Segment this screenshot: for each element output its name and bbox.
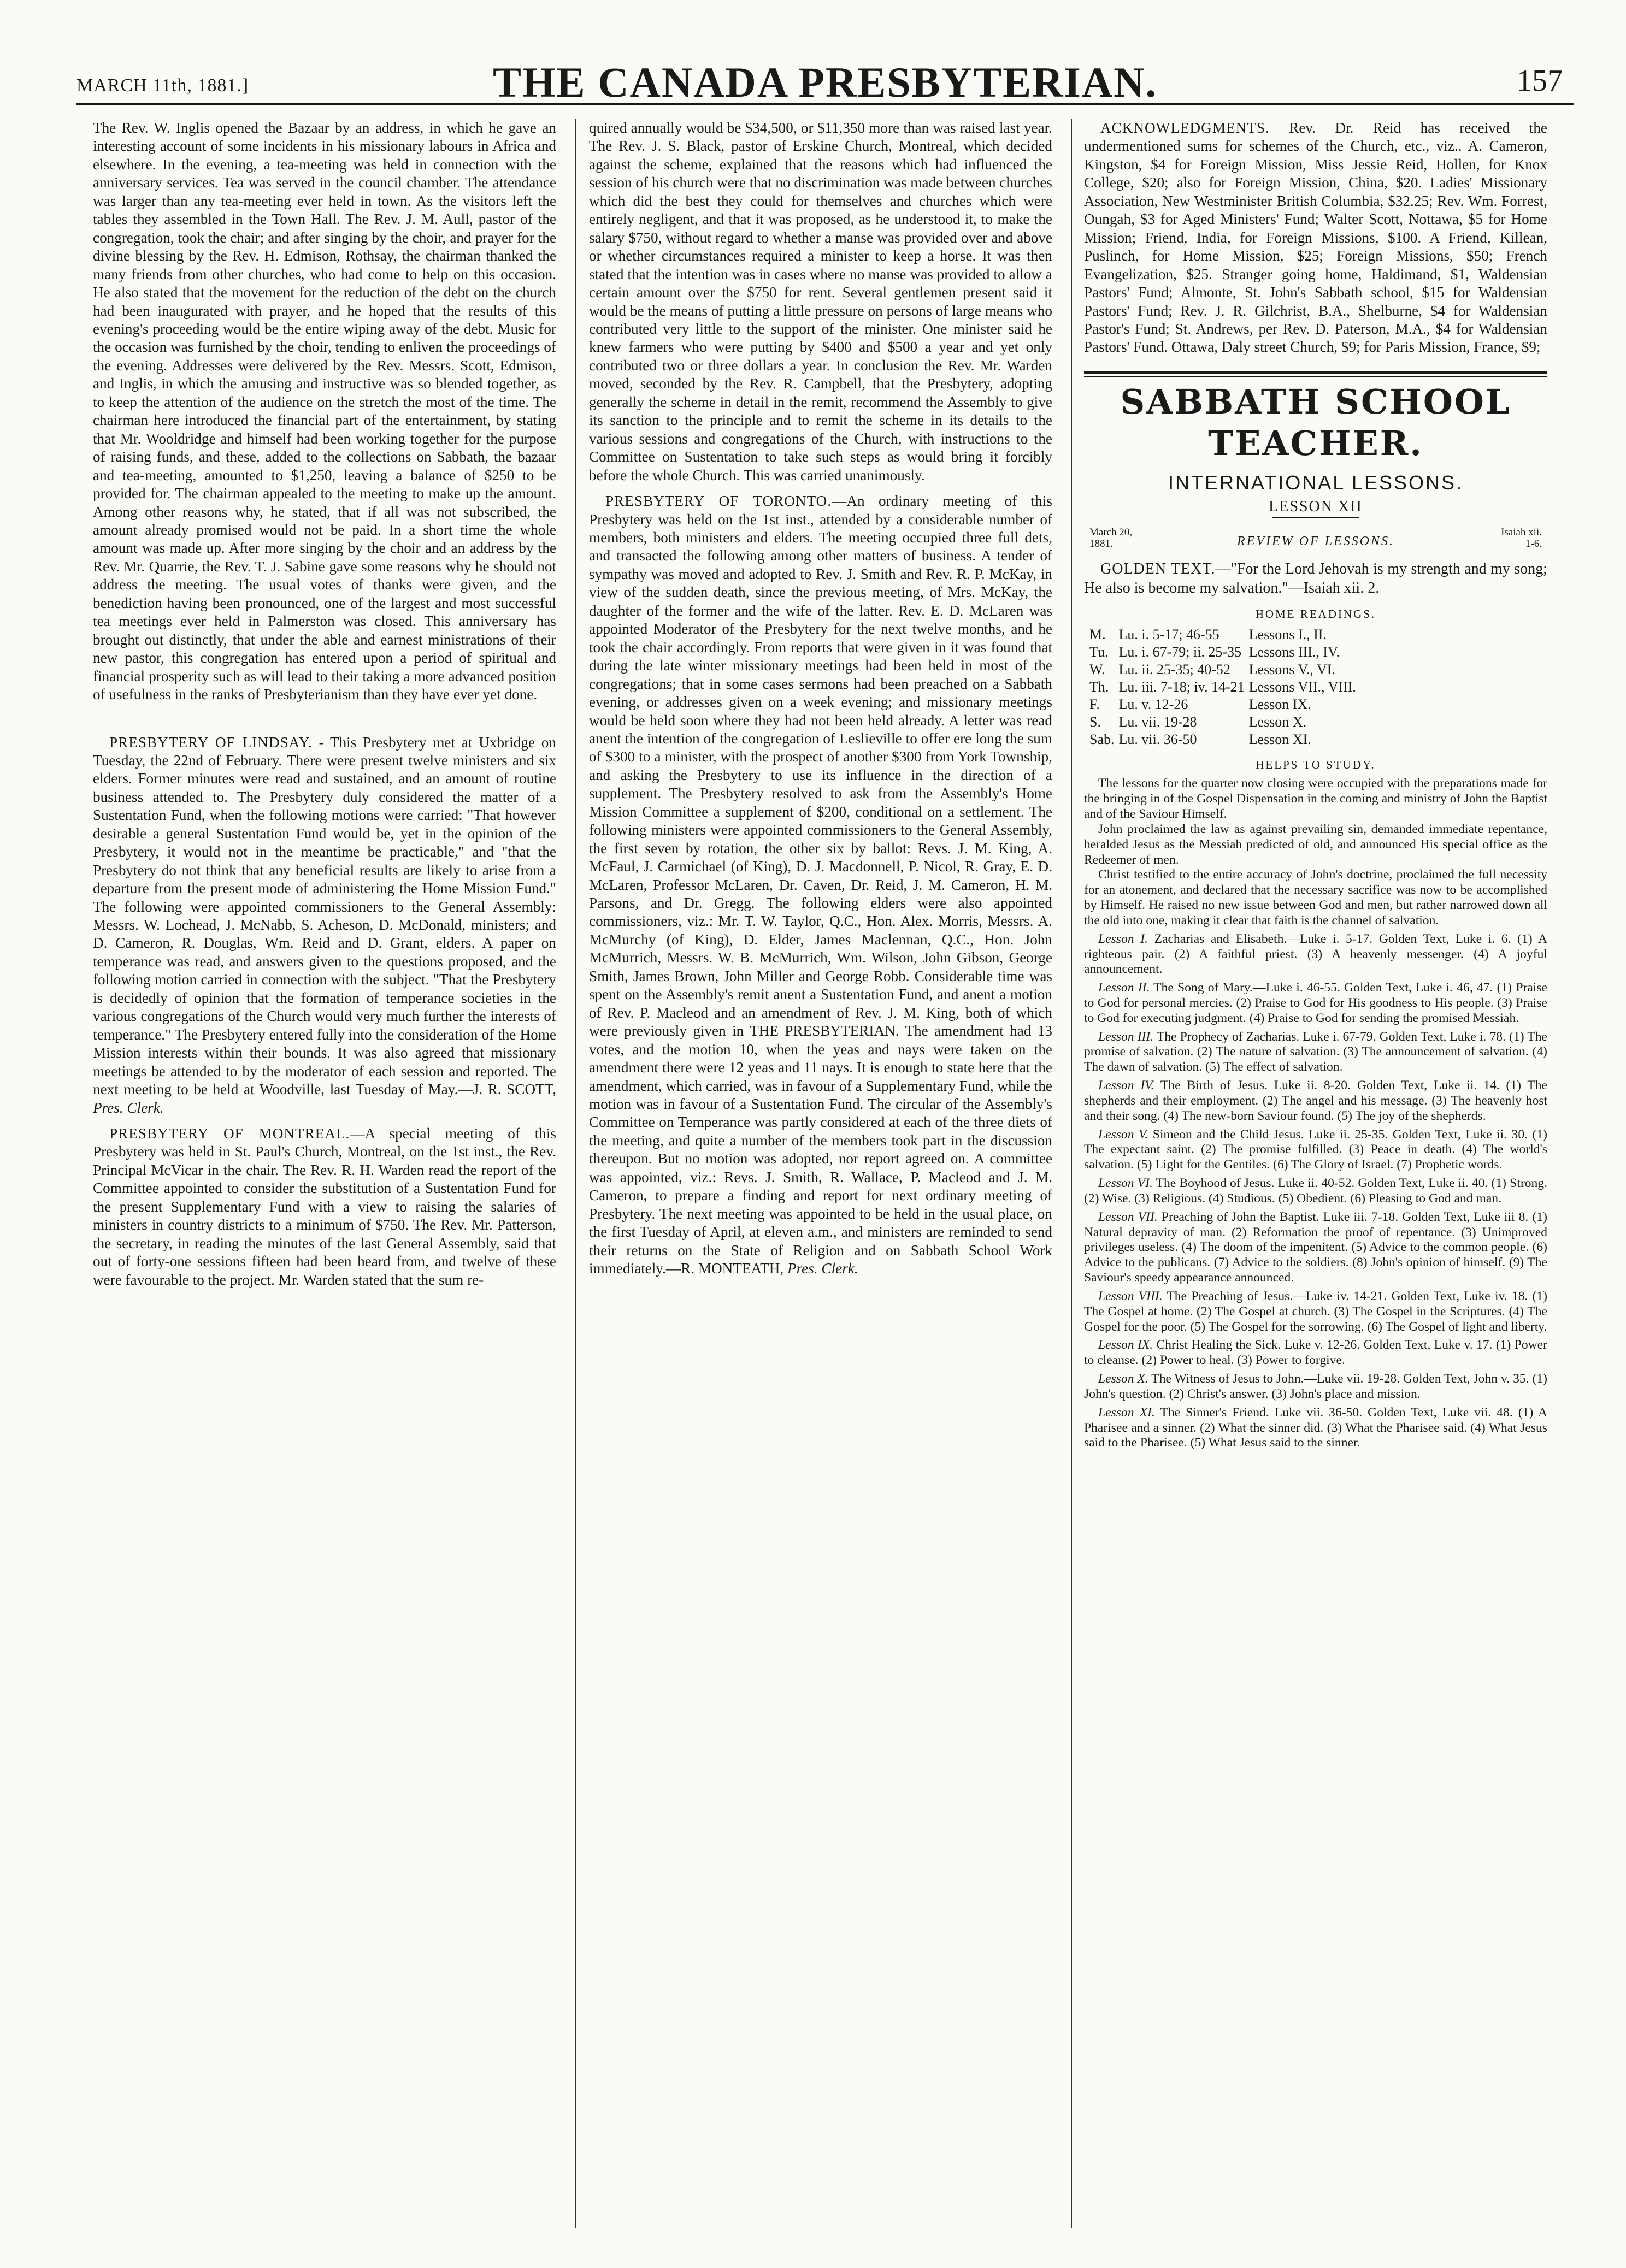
- lesson-summary: [1084, 1405, 1547, 1451]
- lesson-label: Lesson II.: [1098, 981, 1150, 995]
- golden-text: [1084, 560, 1547, 598]
- lesson-text: Zacharias and Elisabeth.—Luke i. 5-17. Golden Text, Luke i. 6. (1) A righteous pair. (2) A faithful priest. (3) A heavenly messenger. (4) A joyful announcement.: [1084, 931, 1547, 977]
- lesson-summary: [1084, 1372, 1547, 1402]
- lindsay-presbytery-report: [93, 734, 556, 1118]
- reading-lesson: Lessons VII., VIII.: [1248, 678, 1356, 695]
- lesson-text: The Sinner's Friend. Luke vii. 36-50. Golden Text, Luke vii. 48. (1) A Pharisee and a sinner. (2) What the sinner did. (3) What the Pharisee said. (4) What Jesus said to the Pharisee. (5) What Jesus said to the sinner.: [1084, 1405, 1547, 1450]
- montreal-continued-text: quired annually would be $34,500, or $11,350 more than was raised last year. The Rev. J. S. Black, pastor of Erskine Church, Montreal, which decided against the scheme, explained that the reasons which had influenced the session of his church were that no discrimination was made between churches which did the best they could for themselves and churches which were entirely negligent, and that it was proposed, as he understood it, to make the salary $750, without regard to whether a manse was provided over and above or whether circumstances required a minister to keep a horse. It was then stated that the intention was in cases where no manse was provided to allow a certain amount over the $750 for rent. Several gentlemen present said it would be the means of putting a little pressure on persons of large means who contributed very little to the support of the minister. One minister said he knew farmers who were putting by $400 and $500 a year and yet only contributed two or three dollars a year. In conclusion the Rev. Mr. Warden moved, seconded by the Rev. R. Campbell, that the Presbytery, adopting generally the scheme in detail in the remit, recommend the Assembly to give its sanction to the principle and to remit the scheme in its details to the various sessions and congregations of the Church, with instructions to the Committee on Sustentation to take such steps as would bring it forcibly before the whole Church. This was carried unanimously.: [589, 120, 1052, 483]
- column-3: [1084, 119, 1547, 2228]
- lindsay-signature: Pres. Clerk.: [93, 1099, 164, 1116]
- reading-day: M.: [1089, 626, 1106, 642]
- home-readings-table: [1089, 626, 1360, 748]
- reading-lesson: Lessons I., II.: [1248, 626, 1327, 642]
- lesson-label: Lesson IV.: [1098, 1078, 1154, 1093]
- acknowledgments: [1084, 119, 1547, 357]
- newspaper-page: [76, 52, 1574, 2232]
- lesson-date-line-2: 1881.: [1089, 538, 1113, 550]
- helps-intro: The lessons for the quarter now closing were occupied with the preparations made for the bringing in of the Gospel Dispensation in the coming and ministry of John the Baptist and of the Saviour Himself.: [1084, 776, 1547, 822]
- helps-to-study: [1084, 776, 1547, 1451]
- lesson-summary: [1084, 1210, 1547, 1286]
- newspaper-title: THE CANADA PRESBYTERIAN.: [492, 58, 1158, 106]
- acknowledgments-text: Rev. Dr. Reid has received the undermentioned sums for schemes of the Church, etc., viz.. A. Cameron, Kingston, $4 for Foreign Mission, Miss Jessie Reid, Hollen, for Knox College, $20; also for Foreign Mission, China, $20. Ladies' Missionary Association, New Westminister British Columbia, $32.25; Rev. Wm. Forrest, Oungah, $3 for Aged Ministers' Fund; Walter Scott, Nottawa, $5 for Home Mission; Friend, India, for Foreign Missions, $100. A Friend, Killean, Puslinch, for Home Mission, $25; Foreign Missions, $50; French Evangelization, $25. Stranger going home, Haldimand, $1, Waldensian Pastors' Fund; Almonte, St. John's Sabbath school, $15 for Waldensian Pastors' Fund; Rev. J. R. Gilchrist, B.A., Shelburne, $4 for Waldensian Pastor's Fund; St. Andrews, per Rev. D. Paterson, M.A., $4 for Waldensian Pastors' Fund. Ottawa, Daly street Church, $9; for Paris Mission, France, $9;: [1084, 120, 1547, 356]
- page-number: 157: [1517, 64, 1563, 98]
- lesson-ref-line-2: 1-6.: [1525, 538, 1542, 550]
- section-divider: [1084, 371, 1547, 377]
- lesson-text: Christ Healing the Sick. Luke v. 12-26. Golden Text, Luke v. 17. (1) Power to cleanse. (2) Power to heal. (3) Power to forgive.: [1084, 1338, 1547, 1368]
- reading-day: F.: [1089, 696, 1100, 712]
- masthead: [76, 52, 1574, 105]
- reading-day: Sab.: [1089, 731, 1115, 747]
- reading-day: S.: [1089, 713, 1101, 730]
- lesson-date-line-1: March 20,: [1089, 527, 1133, 539]
- reading-ref: Lu. i. 67-79; ii. 25-35: [1118, 643, 1242, 660]
- international-lessons-heading: INTERNATIONAL LESSONS.: [1168, 471, 1464, 494]
- lesson-text: The Preaching of Jesus.—Luke iv. 14-21. Golden Text, Luke iv. 18. (1) The Gospel at home. (2) The Gospel at church. (3) The Gospel in the Scriptures. (4) The Gospel for the poor. (5) The Gospel for the sorrowing. (6) The Gospel of light and liberty.: [1084, 1289, 1547, 1334]
- reading-ref: Lu. ii. 25-35; 40-52: [1118, 661, 1230, 677]
- reading-row: [1089, 696, 1360, 713]
- home-readings-heading: HOME READINGS.: [1255, 607, 1376, 621]
- montreal-heading: PRESBYTERY OF MONTREAL.: [109, 1125, 350, 1142]
- reading-day: Th.: [1089, 678, 1109, 695]
- reading-ref: Lu. v. 12-26: [1118, 696, 1188, 712]
- lesson-label: Lesson VII.: [1098, 1209, 1158, 1224]
- lesson-summary: [1084, 1338, 1547, 1368]
- lesson-summary: [1084, 1030, 1547, 1075]
- reading-ref: Lu. vii. 36-50: [1118, 731, 1197, 747]
- lesson-summary: [1084, 1078, 1547, 1124]
- toronto-heading: PRESBYTERY OF TORONTO.: [605, 493, 832, 510]
- issue-date: MARCH 11th, 1881.]: [76, 75, 249, 96]
- lesson-label: Lesson III.: [1098, 1029, 1154, 1044]
- lesson-reference: [1501, 527, 1542, 550]
- lesson-text: The Witness of Jesus to John.—Luke vii. 19-28. Golden Text, John v. 35. (1) John's question. (2) Christ's answer. (3) John's place and mission.: [1084, 1372, 1547, 1401]
- reading-lesson: Lessons III., IV.: [1248, 643, 1340, 660]
- reading-ref: Lu. vii. 19-28: [1118, 713, 1197, 730]
- lesson-label: Lesson VIII.: [1098, 1289, 1163, 1303]
- lessons-list: [1084, 932, 1547, 1451]
- lesson-title: REVIEW OF LESSONS.: [1237, 534, 1394, 549]
- lesson-summary: [1084, 1127, 1547, 1173]
- reading-day: W.: [1089, 661, 1105, 677]
- palmerston-anniversary-text: The Rev. W. Inglis opened the Bazaar by an address, in which he gave an interesting account of some incidents in his missionary labours in Africa and elsewhere. In the evening, a tea-meeting was held in connection with the anniversary services. Tea was served in the council chamber. The attendance was larger than any tea-meeting ever held in town. As the visitors left the tables they assembled in the Town Hall. The Rev. J. M. Aull, pastor of the congregation, took the chair; and after singing by the choir, and prayer for the divine blessing by the Rev. H. Edmison, Rothsay, the chairman thanked the many friends from other churches, who had come to help on this occasion. He also stated that the movement for the reduction of the debt on the church had been inaugurated with prayer, and he hoped that the results of this evening's proceeding would be the entire wiping away of the debt. Music for the occasion was furnished by the choir, tending to enliven the proceedings of the evening. Addresses were delivered by the Rev. Messrs. Scott, Edmison, and Inglis, in which the amusing and instructive was so blended together, as to keep the attention of the audience on the stretch the most of the time. The chairman here introduced the financial part of the entertainment, by stating that Mr. Wooldridge and himself had been working together for the purpose of raising funds, and these, added to the collections on Sabbath, the bazaar and tea-meeting, amounted to $1,250, leaving a balance of $250 to be provided for. The chairman appealed to the meeting to make up the amount. Among other reasons why, he stated, that if all was not subscribed, the amount already promised would not be paid. In a short time the whole amount was made up. After more singing by the choir and an address by the Rev. Mr. Quarrie, the Rev. T. J. Sabine gave some reasons why he should not address the meeting. The usual votes of thanks were given, and the benediction having been pronounced, one of the largest and most successful tea meetings ever held in Palmerston was closed. This anniversary has brought out distinctly, that under the able and earnest ministrations of their new pastor, this congregation has entered upon a period of spiritual and financial prosperity such as will lead to their taking a more advanced position of usefulness in the ranks of Presbyterianism than they have ever yet done.: [93, 120, 556, 703]
- reading-row: [1089, 731, 1360, 748]
- lesson-text: The Prophecy of Zacharias. Luke i. 67-79. Golden Text, Luke i. 78. (1) The promise of salvation. (2) The nature of salvation. (3) The announcement of salvation. (4) The dawn of salvation. (5) The effect of salvation.: [1084, 1029, 1547, 1074]
- reading-row: [1089, 713, 1360, 731]
- reading-lesson: Lesson IX.: [1248, 696, 1311, 712]
- montreal-text: —A special meeting of this Presbytery was held in St. Paul's Church, Montreal, on the 1st inst., the Rev. Principal McVicar in the chair. The Rev. R. H. Warden read the report of the Committee appointed to consider the substitution of a Sustentation Fund for the present Supplementary Fund with a view to raising the salaries of ministers in country districts to a minimum of $750. The Rev. Mr. Patterson, the secretary, in reading the minutes of the last General Assembly, said that out of forty-one sessions fifteen had been heard from, and twelve of these were favourable to the project. Mr. Warden stated that the sum re-: [93, 1125, 556, 1288]
- column-1: [93, 119, 556, 2228]
- reading-lesson: Lessons V., VI.: [1248, 661, 1335, 677]
- lesson-label: Lesson VI.: [1098, 1176, 1153, 1191]
- toronto-signature: Pres. Clerk.: [787, 1260, 858, 1277]
- lesson-label: Lesson X.: [1098, 1372, 1148, 1386]
- reading-row: [1089, 643, 1360, 661]
- sabbath-school-teacher-title: SABBATH SCHOOL TEACHER.: [1120, 381, 1511, 464]
- lindsay-heading: PRESBYTERY OF LINDSAY.: [109, 734, 313, 751]
- lesson-label: Lesson I.: [1098, 931, 1148, 946]
- helps-heading: HELPS TO STUDY.: [1256, 758, 1376, 771]
- lesson-text: Simeon and the Child Jesus. Luke ii. 25-35. Golden Text, Luke ii. 30. (1) The expectant saint. (2) The promise fulfilled. (3) Peace in death. (4) The world's salvation. (5) Light for the Gentiles. (6) The Glory of Israel. (7) Prophetic words.: [1084, 1127, 1547, 1172]
- golden-text-body: —"For the Lord Jehovah is my strength and my song; He also is become my salvation."—Isaiah xii. 2.: [1084, 560, 1547, 596]
- reading-lesson: Lesson XI.: [1248, 731, 1311, 747]
- column-rule: [575, 119, 576, 2228]
- reading-row: [1089, 626, 1360, 643]
- lesson-ref-line-1: Isaiah xii.: [1501, 527, 1542, 539]
- lesson-number: LESSON XII: [1269, 498, 1363, 515]
- lesson-summary: [1084, 1176, 1547, 1207]
- reading-day: Tu.: [1089, 643, 1109, 660]
- lesson-label: Lesson V.: [1098, 1127, 1148, 1142]
- acknowledgments-heading: ACKNOWLEDGMENTS.: [1100, 120, 1270, 136]
- reading-row: [1089, 661, 1360, 678]
- column-rule: [1071, 119, 1072, 2228]
- lesson-summary: [1084, 981, 1547, 1026]
- lesson-underline: [1272, 517, 1359, 518]
- lindsay-text: - This Presbytery met at Uxbridge on Tuesday, the 22nd of February. There were present twelve ministers and six elders. Former minutes were read and sustained, and an amount of routine business attended to. The Presbytery duly considered the matter of a Sustentation Fund, when the following motions were carried: "That however desirable a general Sustentation Fund would be, yet in the opinion of the Presbytery, it would not in the meantime be practicable," and "that the Presbytery do not think that any beneficial results are likely to arise from a departure from the present mode of administering the Home Mission Fund." The following were appointed commissioners to the General Assembly: Messrs. W. Lochead, J. McNabb, S. Acheson, D. McDonald, ministers; and D. Cameron, R. Douglas, Wm. Reid and D. Grant, elders. A paper on temperance was read, and answers given to the questions proposed, and the following motion carried in connection with the subject. "That the Presbytery is decidedly of opinion that the formation of temperance societies in the various congregations of the Church would very much further the interests of temperance." The Presbytery entered fully into the consideration of the Home Mission interests within their bounds. It was also agreed that missionary meetings be attended to by the moderator of each session and reported. The next meeting to be held at Woodville, last Tuesday of May.—J. R. SCOTT,: [93, 734, 556, 1098]
- column-2: [589, 119, 1052, 2228]
- golden-text-heading: GOLDEN TEXT.: [1100, 560, 1216, 578]
- reading-ref: Lu. i. 5-17; 46-55: [1118, 626, 1220, 642]
- montreal-presbytery-report: [93, 1125, 556, 1289]
- lesson-summary: [1084, 932, 1547, 977]
- lesson-text: Preaching of John the Baptist. Luke iii. 7-18. Golden Text, Luke iii 8. (1) Natural depravity of man. (2) Reformation the proof of repentance. (3) Unimproved privileges useless. (4) The doom of the impenitent. (5) Advice to the common people. (6) Advice to the publicans. (7) Advice to the soldiers. (8) John's opinion of himself. (9) The Saviour's speedy appearance announced.: [1084, 1209, 1547, 1285]
- reading-ref: Lu. iii. 7-18; iv. 14-21: [1118, 678, 1245, 695]
- helps-paragraph-2: John proclaimed the law as against prevailing sin, demanded immediate repentance, heralded Jesus as the Messiah predicted of old, and announced His special office as the Redeemer of men.: [1084, 822, 1547, 867]
- lesson-label: Lesson XI.: [1098, 1405, 1155, 1420]
- toronto-text: —An ordinary meeting of this Presbytery was held on the 1st inst., attended by a considerable number of members, both ministers and elders. The meeting occupied three full dets, and transacted the following among other matters of business. A tender of sympathy was moved and adopted to Rev. J. Smith and Rev. R. P. McKay, in view of the sudden death, since the previous meeting, of Mrs. McKay, the daughter of the former and the wife of the latter. Rev. E. D. McLaren was appointed Moderator of the Presbytery for the next twelve months, and he took the chair accordingly. From reports that were given in it was found that during the late winter missionary meetings had been held in most of the congregations; that in some cases sermons had been preached on a Sabbath evening, or addresses given on a week evening; and missionary meetings would be held soon where they had not been held already. A letter was read anent the intention of the congregation of Leslieville to offer ere long the sum of $300 to a minister, with the prospect of another $300 from York Township, and asking the Presbytery to use its influence in the direction of a supplement. The Presbytery resolved to ask from the Assembly's Home Mission Committee a supplement of $200, conditional on a settlement. The following ministers were appointed commissioners to the General Assembly, the first seven by rotation, the other six by ballot: Revs. J. M. King, A. McFaul, J. Carmichael (of King), D. J. Macdonnell, P. Nicol, R. Gray, E. D. McLaren, Professor McLaren, Dr. Caven, Dr. Reid, J. M. Cameron, H. M. Parsons, and Dr. Gregg. The following elders were also appointed commissioners, viz.: Mr. T. W. Taylor, Q.C., Hon. Alex. Morris, Messrs. A. McMurchy (of King), D. Elder, James Maclennan, Q.C., Hon. John McMurrich, Messrs. W. B. McMurrich, Wm. Wilson, John Gibson, George Smith, James Brown, John Miller and George Robb. Considerable time was spent on the Assembly's remit anent a Sustentation Fund, and anent a motion of Rev. P. Macleod and an amendment of Rev. J. M. King, both of which were previously given in THE PRESBYTERIAN. The amendment had 13 votes, and the motion 10, when the yeas and nays were taken on the amendment there were 12 yeas and 11 nays. It is enough to state here that the amendment, which carried, was in favour of a Supplementary Fund, while the motion was in favour of a Sustentation Fund. The circular of the Assembly's Committee on Temperance was partly considered at each of the three diets of the meeting, and quite a number of the members took part in the discussion thereupon. But no motion was adopted, nor report agreed on. A committee was appointed, viz.: Revs. J. Smith, R. Wallace, P. Macleod and J. M. Cameron, to prepare a finding and report for next ordinary meeting of Presbytery. The next meeting was appointed to be held in the usual place, on the first Tuesday of April, at eleven a.m., and ministers are reminded to send their returns on the State of Religion and on Sabbath School Work immediately.—R. MONTEATH,: [589, 493, 1052, 1277]
- lesson-summary: [1084, 1289, 1547, 1334]
- helps-paragraph-3: Christ testified to the entire accuracy of John's doctrine, proclaimed the full necessity for an atonement, and declared that the necessary sacrifice was now to be accomplished by Himself. He raised no new issue between God and men, but rather narrowed down all the old into one, making it clear that faith is the channel of salvation.: [1084, 867, 1547, 928]
- lesson-text: The Song of Mary.—Luke i. 46-55. Golden Text, Luke i. 46, 47. (1) Praise to God for personal mercies. (2) Praise to God for His goodness to His people. (3) Praise to God for executing judgment. (4) Praise to God for sending the promised Messiah.: [1084, 981, 1547, 1025]
- lesson-text: The Boyhood of Jesus. Luke ii. 40-52. Golden Text, Luke ii. 40. (1) Strong. (2) Wise. (3) Religious. (4) Studious. (5) Obedient. (6) Pleasing to God and man.: [1084, 1176, 1547, 1206]
- lesson-text: The Birth of Jesus. Luke ii. 8-20. Golden Text, Luke ii. 14. (1) The shepherds and their employment. (2) The angel and his message. (3) The heavenly host and their song. (4) The new-born Saviour found. (5) The joy of the shepherds.: [1084, 1078, 1547, 1123]
- lesson-label: Lesson IX.: [1098, 1338, 1153, 1352]
- reading-lesson: Lesson X.: [1248, 713, 1307, 730]
- reading-row: [1089, 678, 1360, 696]
- toronto-presbytery-report: [589, 492, 1052, 1278]
- lesson-meta: [1084, 527, 1547, 560]
